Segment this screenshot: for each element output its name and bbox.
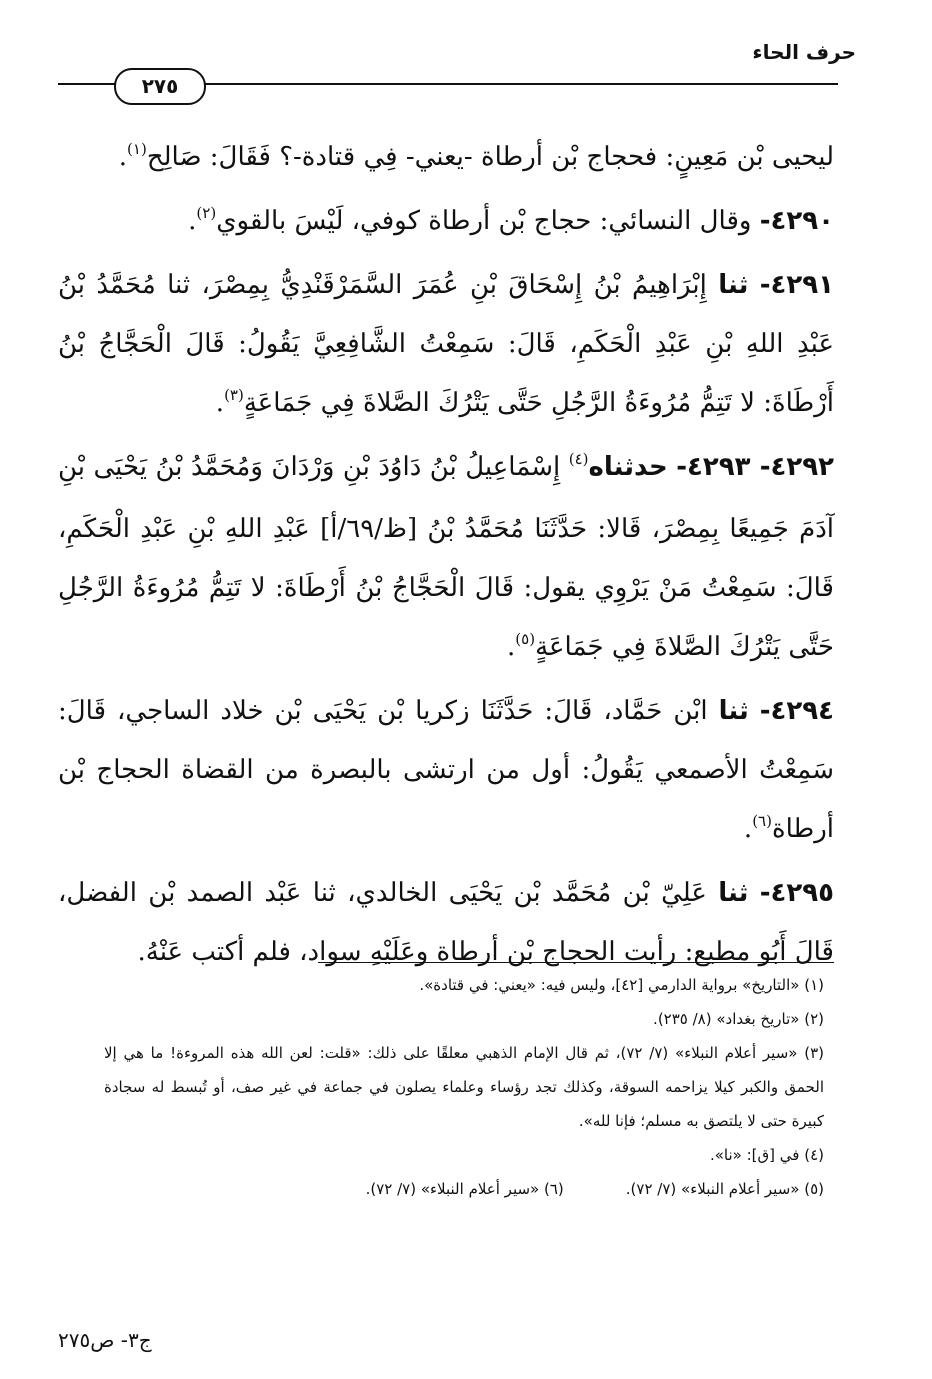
paragraph [58, 256, 834, 436]
entry-number: ٤٢٩٢- ٤٢٩٣- [676, 452, 835, 482]
footnote-ref: (٤) [568, 450, 589, 468]
footnote-2: (٢) «تاريخ بغداد» (٨/ ٢٣٥). [653, 1010, 824, 1028]
volume-page-reference: ج٣- ص٢٧٥ [58, 1328, 152, 1352]
transmission-term: ثنا [718, 270, 749, 300]
paragraph-end: . [743, 814, 753, 844]
paragraph [58, 438, 834, 680]
running-head: حرف الحاء [752, 40, 856, 64]
paragraph-text: ابْن حَمَّاد، قَالَ: حَدَّثَنَا زكريا بْن يَحْيَى بْن خلاد الساجي، قَالَ: سَمِعْتُ الأصمعي يَقُولُ: أول من ارتشى بالبصرة من القضاة الحجاج بْن أرطاة [58, 696, 834, 844]
footnote-ref: (٢) [196, 204, 217, 222]
footnote-1: (١) «التاريخ» برواية الدارمي [٤٢]، وليس فيه: «يعني: في قتادة». [419, 976, 824, 994]
footnotes [104, 968, 824, 1206]
footnote-ref: (٥) [515, 630, 536, 648]
paragraph-end: . [118, 142, 128, 172]
footnote-row [104, 1172, 824, 1206]
footnote-separator [318, 962, 834, 963]
paragraph [58, 682, 834, 862]
paragraph [58, 864, 834, 982]
paragraph-text: عَلِيّ بْن مُحَمَّد بْن يَحْيَى الخالدي، ثنا عَبْد الصمد بْن الفضل، قَالَ أَبُو مطيع: رأيت الحجاج بْن أرطاة وعَلَيْهِ سواد، فلم أكتب عَنْهُ. [58, 878, 834, 967]
paragraph-end: . [507, 632, 516, 662]
footnote-6: (٦) «سير أعلام النبلاء» (٧/ ٧٢). [365, 1180, 564, 1198]
footnote-ref: (٣) [224, 386, 244, 404]
paragraph-end: . [188, 206, 197, 236]
paragraph [58, 128, 834, 190]
paragraph-text: ليحيى بْن مَعِينٍ: فحجاج بْن أرطاة -يعني- فِي قتادة-؟ فَقَالَ: صَالِح [146, 142, 834, 172]
paragraph-text: وقال النسائي: حجاج بْن أرطاة كوفي، لَيْسَ بالقوي [216, 206, 752, 236]
page-number-badge: ٢٧٥ [114, 68, 206, 105]
transmission-term: ثنا [718, 878, 749, 908]
entry-number: ٤٢٩٤- [759, 696, 835, 726]
footnote-ref: (٦) [752, 812, 772, 830]
footnote-4: (٤) في [ق]: «نا». [709, 1146, 824, 1164]
paragraph-text: إِبْرَاهِيمُ بْنُ إِسْحَاقَ بْنِ عُمَرَ السَّمَرْقَنْدِيُّ بِمِصْرَ، ثنا مُحَمَّدُ بْنُ عَبْدِ اللهِ بْنِ عَبْدِ الْحَكَمِ، قَالَ: سَمِعْتُ الشَّافِعِيَّ يَقُولُ: قَالَ الْحَجَّاجُ بْنُ أَرْطَاةَ: لا تَتِمُّ مُرُوءَةُ الرَّجُلِ حَتَّى يَتْرُكَ الصَّلاةَ فِي جَمَاعَةٍ [58, 270, 834, 418]
transmission-term: ثنا [718, 696, 749, 726]
footnote-5: (٥) «سير أعلام النبلاء» (٧/ ٧٢). [625, 1180, 824, 1198]
paragraph-text: إِسْمَاعِيلُ بْنُ دَاوُدَ بْنِ وَرْدَانَ وَمُحَمَّدُ بْنُ يَحْيَى بْنِ آدَمَ جَمِيعًا بِمِصْرَ، قَالا: حَدَّثَنَا مُحَمَّدُ بْنُ [ظ/٦٩/أ] عَبْدِ اللهِ بْنِ عَبْدِ الْحَكَمِ، قَالَ: سَمِعْتُ مَنْ يَرْوِي يقول: قَالَ الْحَجَّاجُ بْنُ أَرْطَاةَ: لا تَتِمُّ مُرُوءَةُ الرَّجُلِ حَتَّى يَتْرُكَ الصَّلاةَ فِي جَمَاعَةٍ [58, 452, 834, 662]
main-text [58, 128, 834, 984]
paragraph [58, 192, 834, 254]
entry-number: ٤٢٩٠- [759, 206, 834, 236]
entry-number: ٤٢٩١- [759, 270, 835, 300]
transmission-term: حدثناه [588, 452, 668, 482]
footnote-ref: (١) [127, 140, 147, 158]
entry-number: ٤٢٩٥- [759, 878, 834, 908]
paragraph-end: . [215, 388, 225, 418]
footnote-3: (٣) «سير أعلام النبلاء» (٧/ ٧٢)، ثم قال الإمام الذهبي معلقًا على ذلك: «قلت: لعن الله هذه المروءة! ما هي إلا الحمق والكبر كيلا يزاحمه السوقة، وكذلك تجد رؤساء وعلماء يصلون في جماعة في غير صف، أو تُبسط له سجادة كبيرة حتى لا يلتصق به مسلم؛ فإنا لله». [104, 1044, 824, 1130]
